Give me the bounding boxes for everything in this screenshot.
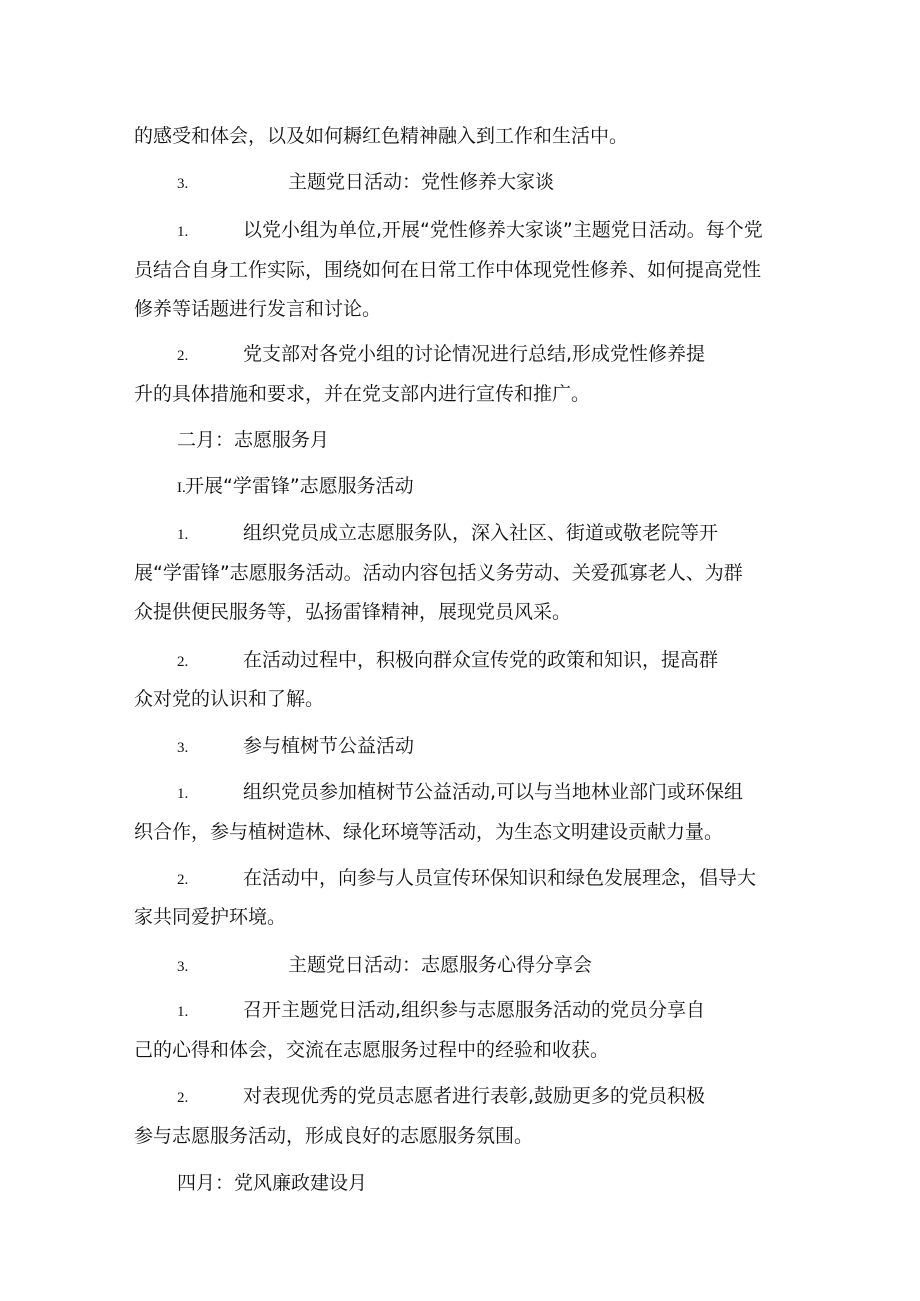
section-heading: 参与植树节公益活动 xyxy=(243,735,415,757)
text-line: 在活动过程中，积极向群众宣传党的政策和知识，提高群 xyxy=(243,649,719,671)
text-line: 员结合自身工作实际，围绕如何在日常工作中体现党性修养、如何提高党性 xyxy=(134,259,762,281)
section-heading: 主题党日活动：志愿服务心得分享会 xyxy=(288,954,593,976)
item-number: 1. xyxy=(177,527,189,543)
text-line: 组织党员参加植树节公益活动,可以与当地林业部门或环保组 xyxy=(243,781,744,803)
month-heading: 四月：党风廉政建设月 xyxy=(177,1172,368,1194)
item-number: 3. xyxy=(177,176,189,192)
text-line: 参与志愿服务活动，形成良好的志愿服务氛围。 xyxy=(134,1125,534,1147)
section-heading: 主题党日活动：党性修养大家谈 xyxy=(288,171,555,193)
text-line: 在活动中，向参与人员宣传环保知识和绿色发展理念，倡导大 xyxy=(243,867,757,889)
item-number: 2. xyxy=(177,1090,189,1106)
text-line: 织合作，参与植树造林、绿化环境等活动，为生态文明建设贡献力量。 xyxy=(134,821,724,843)
text-line: 召开主题党日活动,组织参与志愿服务活动的党员分享自 xyxy=(243,999,706,1021)
text-line: 以党小组为单位,开展“党性修养大家谈”主题党日活动。每个党 xyxy=(243,219,763,241)
text-line: 的感受和体会，以及如何耨红色精神融入到工作和生活中。 xyxy=(134,125,629,147)
item-number: 1. xyxy=(177,224,189,240)
item-number: 1. xyxy=(177,1004,189,1020)
text-line: 修养等话题进行发言和讨论。 xyxy=(134,298,382,320)
text-line: 众对党的认识和了解。 xyxy=(134,688,325,710)
text-line: 己的心得和体会，交流在志愿服务过程中的经验和收获。 xyxy=(134,1039,610,1061)
text-line: 党支部对各党小组的讨论情况进行总结,形成党性修养提 xyxy=(243,343,706,365)
section-heading: 开展“学雷锋”志愿服务活动 xyxy=(185,475,414,497)
text-line: 展“学雷锋”志愿服务活动。活动内容包括义务劳动、关爱孤寡老人、为群 xyxy=(134,562,743,584)
text-line: 众提供便民服务等，弘扬雷锋精神，展现党员风采。 xyxy=(134,601,572,623)
item-number: 3. xyxy=(177,740,189,756)
item-number: 2. xyxy=(177,348,189,364)
text-line: 对表现优秀的党员志愿者进行表彰,鼓励更多的党员积极 xyxy=(243,1085,706,1107)
text-line: 升的具体措施和要求，并在党支部内进行宣传和推广。 xyxy=(134,383,591,405)
text-line: 家共同爱护环境。 xyxy=(134,906,287,928)
item-number: 3. xyxy=(177,959,189,975)
item-number: 2. xyxy=(177,872,189,888)
item-number: I. xyxy=(177,480,186,496)
item-number: 1. xyxy=(177,786,189,802)
item-number: 2. xyxy=(177,654,189,670)
text-line: 组织党员成立志愿服务队，深入社区、街道或敬老院等开 xyxy=(243,522,719,544)
month-heading: 二月：志愿服务月 xyxy=(177,429,330,451)
